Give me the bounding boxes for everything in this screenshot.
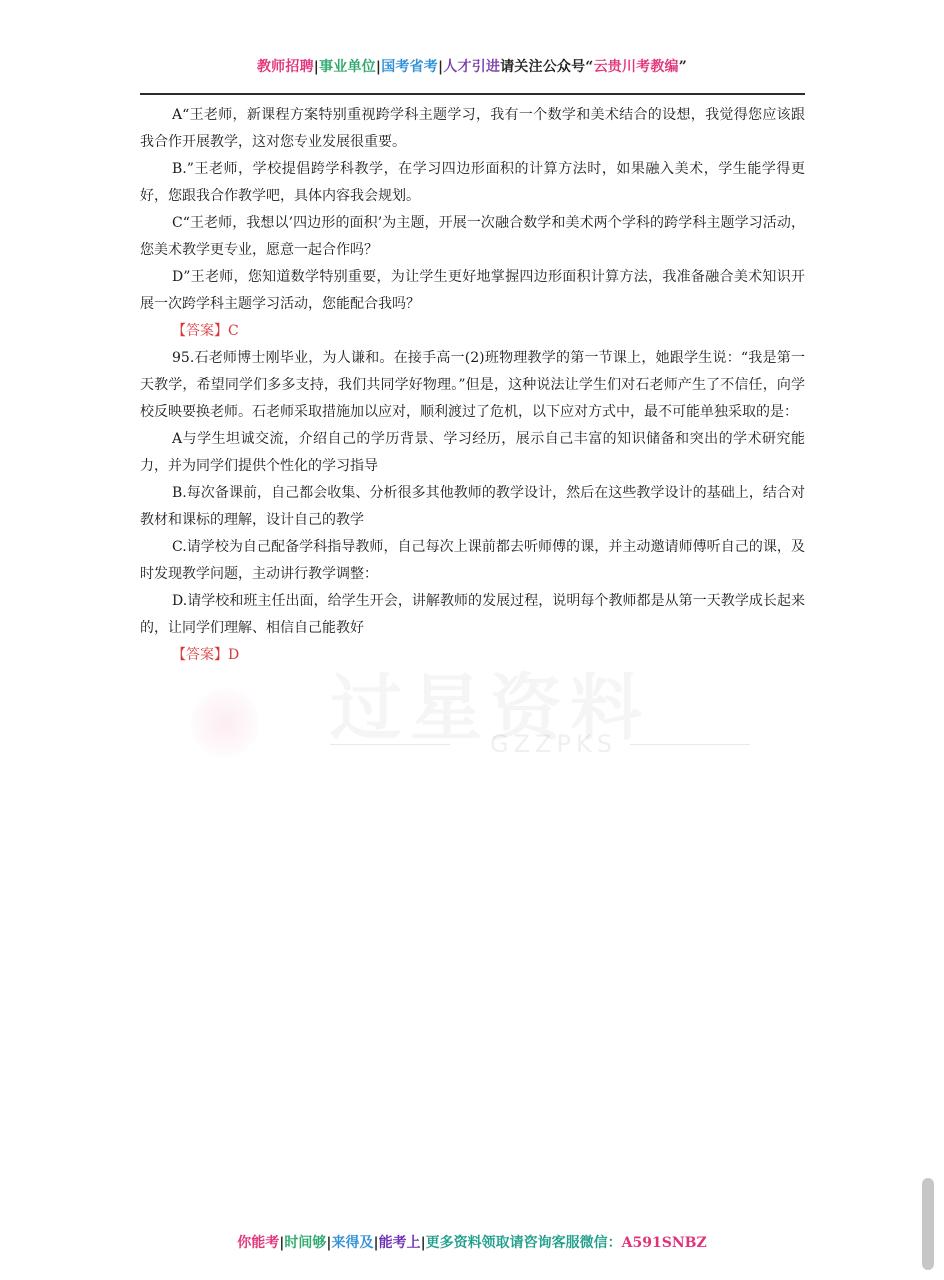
header-public-institution: 事业单位 — [319, 59, 376, 75]
footer-separator: | — [279, 1235, 285, 1251]
answer-label: 【答案】D — [172, 647, 240, 663]
question-95-option-a: A与学生坦诚交流，介绍自己的学历背景、学习经历，展示自己丰富的知识储备和突出的学术研究能力，并为同学们提供个性化的学习指导 — [140, 431, 805, 474]
watermark-line-left — [330, 744, 450, 745]
option-paragraph-d: D”王老师，您知道数学特别重要，为让学生更好地掌握四边形面积计算方法，我准备融合美术知识开展一次跨学科主题学习活动，您能配合我吗？ — [140, 269, 805, 312]
header-separator: | — [313, 59, 320, 75]
footer-slogan-1: 你能考 — [237, 1235, 280, 1251]
header-talent: 人才引进 — [443, 59, 501, 75]
footer-slogan-3: 来得及 — [331, 1235, 374, 1251]
scrollbar-thumb[interactable] — [922, 1178, 934, 1270]
footer-wechat-id: A591SNBZ — [621, 1235, 707, 1251]
question-95-option-b: B.每次备课前，自己都会收集、分析很多其他教师的教学设计，然后在这些教学设计的基础上，结合对教材和课标的理解，设计自己的教学 — [140, 485, 805, 528]
header-separator: | — [375, 59, 382, 75]
header-civil-exam: 国考省考 — [381, 59, 438, 75]
footer-contact-text: 更多资料领取请咨询客服微信： — [425, 1235, 622, 1251]
header-follow-text: 请关注公众号“ — [500, 59, 594, 75]
decorative-stamp — [190, 688, 260, 758]
footer-separator: | — [420, 1235, 426, 1251]
footer-separator: | — [373, 1235, 379, 1251]
watermark-line-right — [630, 744, 750, 745]
header-separator: | — [438, 59, 444, 75]
footer-slogan-2: 时间够 — [284, 1235, 327, 1251]
document-body — [140, 102, 805, 669]
page-header-banner — [0, 56, 944, 76]
header-account-name: 云贵川考教编 — [593, 59, 679, 75]
question-95-option-d: D.请学校和班主任出面，给学生开会，讲解教师的发展过程，说明每个教师都是从第一天教学成长起来的，让同学们理解、相信自己能教好 — [140, 593, 805, 636]
answer-label: 【答案】C — [172, 323, 239, 339]
option-paragraph-b: B.”王老师，学校提倡跨学科教学，在学习四边形面积的计算方法时，如果融入美术，学生能学得更好，您跟我合作教学吧，具体内容我会规划。 — [140, 161, 805, 204]
question-95-stem: 95.石老师博士刚毕业，为人谦和。在接手高一(2)班物理教学的第一节课上，她跟学生说：“我是第一天教学，希望同学们多多支持，我们共同学好物理。”但是，这种说法让学生们对石老师产生了不信任，向学校反映要换老师。石老师采取措施加以应对，顺利渡过了危机，以下应对方式中，最不可能单独采取的是： — [140, 350, 805, 420]
option-paragraph-a: A“王老师，新课程方案特别重视跨学科主题学习，我有一个数学和美术结合的设想，我觉得您应该跟我合作开展教学，这对您专业发展很重要。 — [140, 107, 805, 150]
page-footer-banner — [0, 1232, 944, 1252]
header-divider — [140, 93, 805, 95]
footer-separator: | — [326, 1235, 332, 1251]
header-quote-close: ” — [678, 59, 688, 75]
footer-slogan-4: 能考上 — [378, 1235, 421, 1251]
question-95-option-c: C.请学校为自己配备学科指导教师，自己每次上课前都去听师傅的课，并主动邀请师傅听自己的课，及时发现教学问题，主动讲行教学调整： — [140, 539, 805, 582]
watermark-subtext: GZZPKS — [490, 730, 617, 758]
option-paragraph-c: C“王老师，我想以’四边形的面积’为主题，开展一次融合数学和美术两个学科的跨学科主题学习活动，您美术教学更专业，愿意一起合作吗？ — [140, 215, 805, 258]
header-teacher-recruit: 教师招聘 — [256, 59, 314, 75]
